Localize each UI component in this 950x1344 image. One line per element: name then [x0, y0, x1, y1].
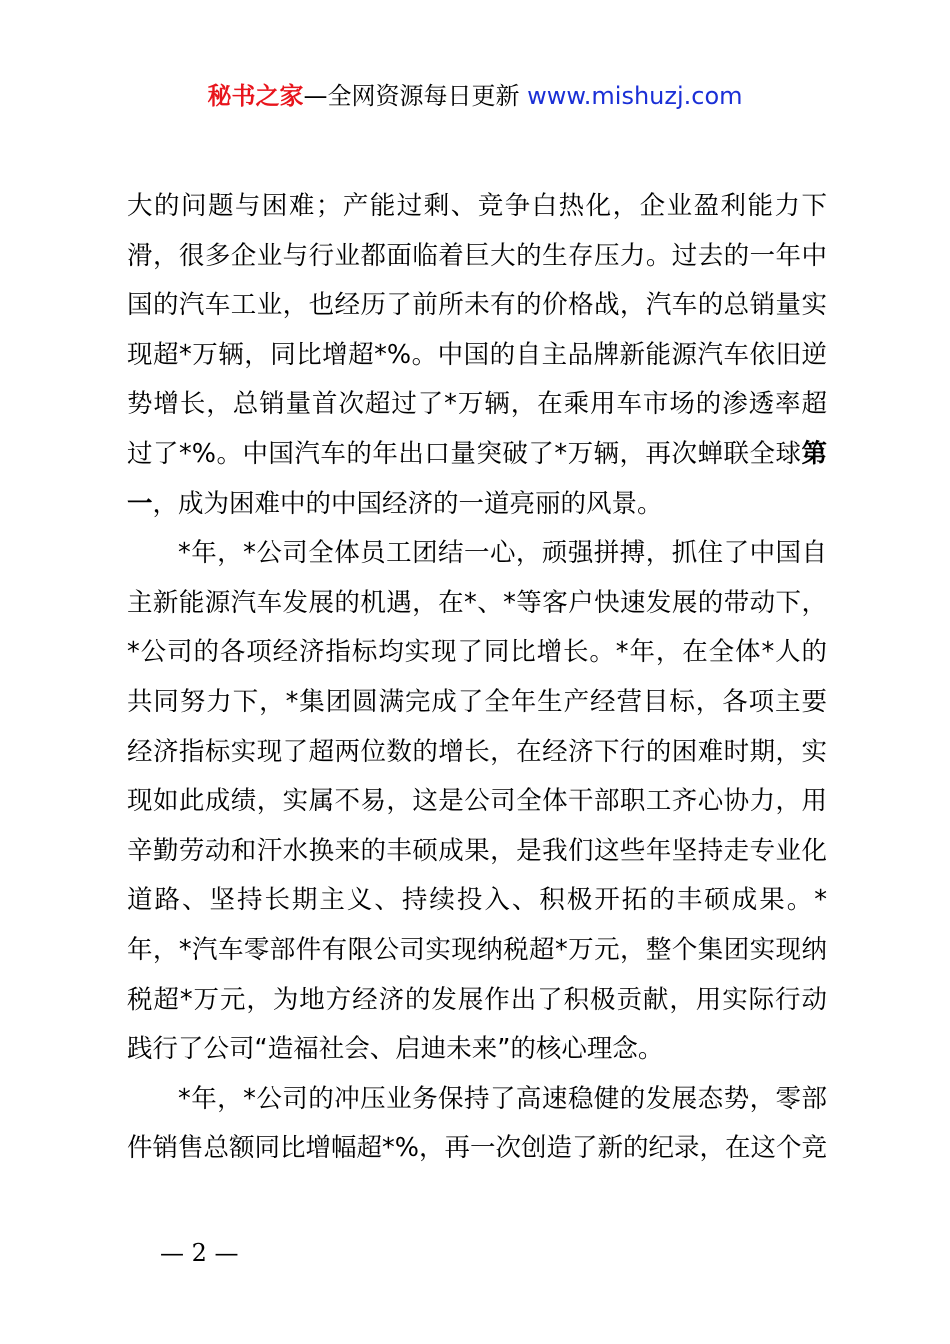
paragraph-1 [127, 182, 827, 529]
paragraph-1-text: 大的问题与困难；产能过剩、竞争白热化，企业盈利能力下滑，很多企业与行业都面临着巨大的生存压力。过去的一年中国的汽车工业，也经历了前所未有的价格战，汽车的总销量实现超*万辆，同比增超*%。中国的自主品牌新能源汽车依旧逆势增长，总销量首次超过了*万辆，在乘用车市场的渗透率超过了*%。中国汽车的年出口量突破了*万辆，再次蝉联全球 [127, 191, 827, 469]
paragraph-2: *年，*公司全体员工团结一心，顽强拼搏，抓住了中国自主新能源汽车发展的机遇，在*、*等客户快速发展的带动下，*公司的各项经济指标均实现了同比增长。*年，在全体*人的共同努力下，*集团圆满完成了全年生产经营目标，各项主要经济指标实现了超两位数的增长，在经济下行的困难时期，实现如此成绩，实属不易，这是公司全体干部职工齐心协力，用辛勤劳动和汗水换来的丰硕成果，是我们这些年坚持走专业化道路、坚持长期主义、持续投入、积极开拓的丰硕成果。*年，*汽车零部件有限公司实现纳税超*万元，整个集团实现纳税超*万元，为地方经济的发展作出了积极贡献，用实际行动践行了公司“造福社会、启迪未来”的核心理念。 [127, 538, 827, 1065]
page-header [0, 80, 950, 112]
paragraph-1-bold-text: 第一 [127, 438, 827, 519]
header-url-link[interactable]: www.mishuzj.com [527, 82, 743, 110]
paragraph-3: *年，*公司的冲压业务保持了高速稳健的发展态势，零部件销售总额同比增幅超*%，再一次创造了新的纪录，在这个竞 [127, 1083, 827, 1164]
header-brand: 秘书之家 [207, 82, 304, 110]
document-body [127, 182, 827, 1174]
header-tagline: —全网资源每日更新 [303, 82, 528, 110]
page-number: — 2 — [160, 1239, 239, 1267]
paragraph-1-text-end: ，成为困难中的中国经济的一道亮丽的风景。 [152, 488, 663, 519]
